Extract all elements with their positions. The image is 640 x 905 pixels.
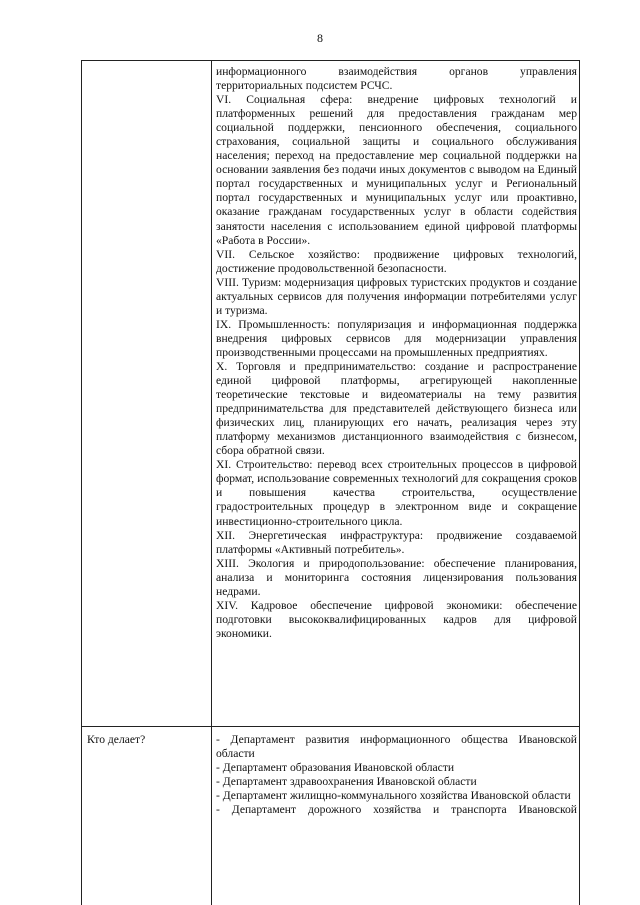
- list-item: - Департамент образования Ивановской области: [216, 761, 455, 775]
- list-item: - Департамент дорожного хозяйства и транспорта Ивановской: [216, 803, 577, 817]
- paragraph-social-sphere: VI. Социальная сфера: внедрение цифровых технологий и платформенных решений для предоставления гражданам мер социальной поддержки, пенсионного обеспечения, социального страхования, социальной защиты и социального обслуживания населения; переход на предоставление мер социальной поддержки на основании заявления без подачи иных документов с выводом на Единый портал государственных и муниципальных услуг и Региональный портал государственных и муниципальных услуг или проактивно, оказание гражданам государственных услуг в области содействия занятости населения с использованием единой цифровой платформы «Работа в России».: [216, 93, 577, 247]
- paragraph-industry: IX. Промышленность: популяризация и информационная поддержка внедрения цифровых сервисов для модернизации управления производственными процессами на промышленных предприятиях.: [216, 317, 577, 359]
- paragraph-ecology: XIII. Экология и природопользование: обеспечение планирования, анализа и мониторинга состояния лицензирования пользования недрами.: [216, 556, 577, 598]
- paragraph-personnel: XIV. Кадровое обеспечение цифровой экономики: обеспечение подготовки высококвалифицированных кадров для цифровой экономики.: [216, 598, 577, 640]
- document-table: [81, 60, 580, 905]
- paragraph-trade: X. Торговля и предпринимательство: создание и распространение единой цифровой платформы, агрегирующей накопленные теоретические текстовые и видеоматериалы на тему развития предпринимательства для представителей действующего бизнеса или физических лиц, планирующих его начать, реализация через эту платформу механизмов дистанционного взаимодействия с бизнесом, сбора обратной связи.: [216, 359, 577, 458]
- paragraph-construction: XI. Строительство: перевод всех строительных процессов в цифровой формат, использование современных технологий для сокращения сроков и повышения качества строительства, осуществление градостроительных процедур в электронном виде и сокращение инвестиционно-строительного цикла.: [216, 458, 577, 528]
- paragraph-energy: XII. Энергетическая инфраструктура: продвижение создаваемой платформы «Активный потребитель».: [216, 528, 577, 556]
- list-item: - Департамент здравоохранения Ивановской области: [216, 775, 477, 789]
- paragraph-continuation: информационного взаимодействия органов управления территориальных подсистем РСЧС.: [216, 65, 577, 93]
- paragraph-tourism: VIII. Туризм: модернизация цифровых туристских продуктов и создание актуальных сервисов для получения информации потребителями услуг и туризма.: [216, 275, 577, 317]
- paragraph-agriculture: VII. Сельское хозяйство: продвижение цифровых технологий, достижение продовольственной безопасности.: [216, 247, 577, 275]
- page-number: 8: [317, 31, 323, 45]
- table-cell-label-who: Кто делает?: [87, 733, 146, 746]
- row-divider: [82, 726, 579, 727]
- table-cell-content-row1: [216, 65, 577, 641]
- list-item: - Департамент жилищно-коммунального хозяйства Ивановской области: [216, 789, 571, 803]
- table-cell-content-row2: [216, 733, 577, 817]
- list-item: - Департамент развития информационного общества Ивановской области: [216, 733, 577, 761]
- column-divider: [211, 61, 212, 905]
